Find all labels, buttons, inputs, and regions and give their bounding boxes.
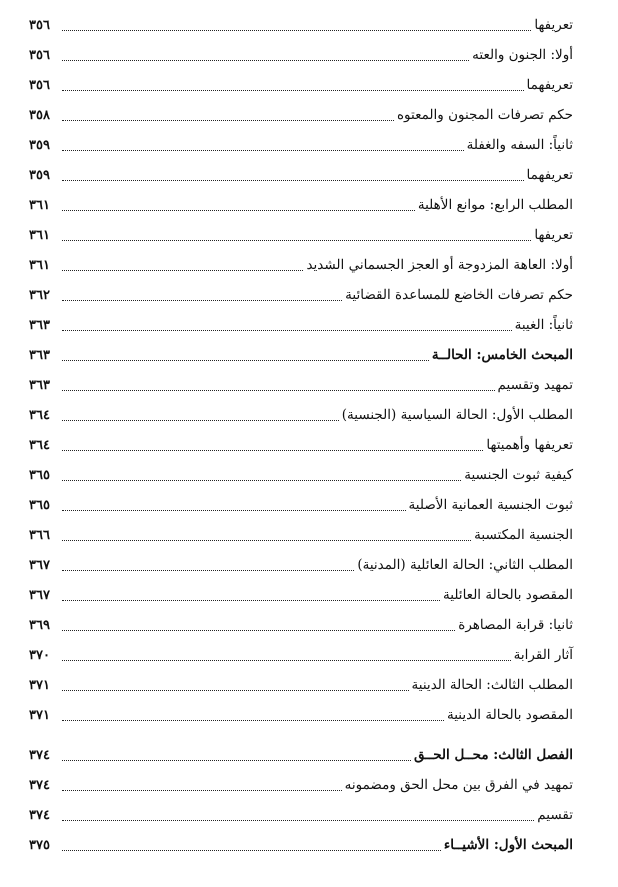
toc-entry-title: أولا: العاهة المزدوجة أو العجز الجسماني الشديد: [306, 257, 573, 273]
toc-entry-page: ٣٦١: [29, 198, 50, 213]
dot-leader: [62, 149, 464, 151]
toc-entry[interactable]: [29, 250, 573, 280]
dot-leader: [62, 389, 495, 391]
toc-entry-page: ٣٦٧: [29, 588, 50, 603]
dot-leader: [62, 419, 339, 421]
dot-leader: [62, 209, 415, 211]
toc-entry[interactable]: [29, 70, 573, 100]
toc-entry-title: ثانيا: قرابة المصاهرة: [458, 617, 573, 633]
toc-entry-title: المقصود بالحالة الدينية: [446, 707, 573, 723]
toc-entry[interactable]: [29, 550, 573, 580]
toc-entry[interactable]: [29, 580, 573, 610]
toc-entry[interactable]: [29, 190, 573, 220]
toc-entry-title: المبحث الأول: الأشيــاء: [443, 837, 573, 853]
toc-entry-page: ٣٦٣: [29, 348, 50, 363]
toc-entry[interactable]: [29, 280, 573, 310]
toc-entry-page: ٣٧٤: [29, 778, 50, 793]
dot-leader: [62, 599, 440, 601]
toc-entry-title: المطلب الثالث: الحالة الدينية: [411, 677, 573, 693]
toc-entry[interactable]: [29, 10, 573, 40]
toc-entry-title: تعريفها: [534, 17, 573, 33]
dot-leader: [62, 359, 429, 361]
toc-entry-title: تعريفها وأهميتها: [486, 437, 573, 453]
toc-entry-title: حكم تصرفات الخاضع للمساعدة القضائية: [345, 287, 573, 303]
dot-leader: [62, 239, 531, 241]
dot-leader: [62, 719, 444, 721]
toc-entry[interactable]: [29, 100, 573, 130]
toc-entry-title: كيفية ثبوت الجنسية: [464, 467, 573, 483]
toc-entry[interactable]: [29, 340, 573, 370]
toc-entry-title: تعريفها: [534, 227, 573, 243]
toc-entry-title: أولا: الجنون والعته: [472, 47, 573, 63]
dot-leader: [62, 789, 342, 791]
dot-leader: [62, 179, 524, 181]
toc-entry-page: ٣٦١: [29, 258, 50, 273]
dot-leader: [62, 849, 441, 851]
toc-entry[interactable]: [29, 490, 573, 520]
toc-entry-title: الفصل الثالث: محــل الحــق: [414, 747, 573, 763]
toc-entry-page: ٣٦٦: [29, 528, 50, 543]
toc-entry[interactable]: [29, 40, 573, 70]
toc-entry-title: تعريفهما: [526, 167, 573, 183]
toc-entry-title: ثانياً: السفه والغفلة: [466, 137, 573, 153]
toc-entry[interactable]: [29, 610, 573, 640]
toc-entry-page: ٣٦٤: [29, 438, 50, 453]
toc-entry[interactable]: [29, 640, 573, 670]
toc-entry[interactable]: [29, 770, 573, 800]
dot-leader: [62, 509, 406, 511]
dot-leader: [62, 659, 511, 661]
toc-entry-page: ٣٧١: [29, 678, 50, 693]
toc-entry-title: المبحث الخامس: الحالــة: [431, 347, 573, 363]
toc-entry-page: ٣٥٩: [29, 138, 50, 153]
dot-leader: [62, 329, 512, 331]
toc-entry-page: ٣٦١: [29, 228, 50, 243]
dot-leader: [62, 759, 411, 761]
toc-entry[interactable]: [29, 520, 573, 550]
toc-entry-page: ٣٥٨: [29, 108, 50, 123]
toc-entry[interactable]: [29, 700, 573, 730]
toc-entry-page: ٣٥٦: [29, 78, 50, 93]
toc-entry-title: الجنسية المكتسبة: [474, 527, 573, 543]
dot-leader: [62, 449, 483, 451]
toc-entry[interactable]: [29, 220, 573, 250]
toc-entry-page: ٣٦٩: [29, 618, 50, 633]
toc-entry[interactable]: [29, 740, 573, 770]
toc-entry-title: تمهيد وتقسيم: [497, 377, 573, 393]
toc-entry-page: ٣٦٣: [29, 318, 50, 333]
toc-entry-page: ٣٦٢: [29, 288, 50, 303]
toc-entry-page: ٣٦٥: [29, 468, 50, 483]
toc-entry-page: ٣٧٤: [29, 748, 50, 763]
toc-entry[interactable]: [29, 800, 573, 830]
dot-leader: [62, 119, 394, 121]
toc-entry-page: ٣٧١: [29, 708, 50, 723]
dot-leader: [62, 539, 471, 541]
toc-entry[interactable]: [29, 460, 573, 490]
toc-entry-page: ٣٥٦: [29, 18, 50, 33]
toc-entry[interactable]: [29, 830, 573, 860]
dot-leader: [62, 629, 455, 631]
toc-entry-page: ٣٧٥: [29, 838, 50, 853]
toc-entry-title: تقسيم: [537, 807, 573, 823]
toc-entry[interactable]: [29, 310, 573, 340]
toc-entry-page: ٣٦٧: [29, 558, 50, 573]
toc-entry[interactable]: [29, 400, 573, 430]
toc-entry-page: ٣٥٦: [29, 48, 50, 63]
toc-entry[interactable]: [29, 430, 573, 460]
dot-leader: [62, 29, 531, 31]
toc-entry[interactable]: [29, 160, 573, 190]
dot-leader: [62, 479, 461, 481]
toc-entry-page: ٣٦٣: [29, 378, 50, 393]
dot-leader: [62, 89, 524, 91]
dot-leader: [62, 819, 534, 821]
dot-leader: [62, 299, 342, 301]
dot-leader: [62, 569, 354, 571]
toc-entry-title: المطلب الرابع: موانع الأهلية: [417, 197, 573, 213]
toc-entry-title: المطلب الثاني: الحالة العائلية (المدنية): [357, 557, 573, 573]
toc-entry-page: ٣٦٥: [29, 498, 50, 513]
toc-entry-title: حكم تصرفات المجنون والمعتوه: [396, 107, 573, 123]
toc-entry-title: تمهيد في الفرق بين محل الحق ومضمونه: [344, 777, 573, 793]
toc-entry-title: ثانياً: الغيبة: [514, 317, 573, 333]
toc-entry[interactable]: [29, 370, 573, 400]
toc-entry-title: المقصود بالحالة العائلية: [443, 587, 573, 603]
toc-entry[interactable]: [29, 130, 573, 160]
toc-entry-title: المطلب الأول: الحالة السياسية (الجنسية): [341, 407, 573, 423]
toc-entry-page: ٣٦٤: [29, 408, 50, 423]
table-of-contents: [29, 10, 573, 860]
toc-entry-title: تعريفهما: [526, 77, 573, 93]
toc-entry-title: آثار القرابة: [513, 647, 573, 663]
toc-entry-title: ثبوت الجنسية العمانية الأصلية: [408, 497, 573, 513]
dot-leader: [62, 269, 303, 271]
toc-entry-page: ٣٧٤: [29, 808, 50, 823]
dot-leader: [62, 59, 469, 61]
toc-entry-page: ٣٥٩: [29, 168, 50, 183]
dot-leader: [62, 689, 409, 691]
toc-entry[interactable]: [29, 670, 573, 700]
toc-entry-page: ٣٧٠: [29, 648, 50, 663]
